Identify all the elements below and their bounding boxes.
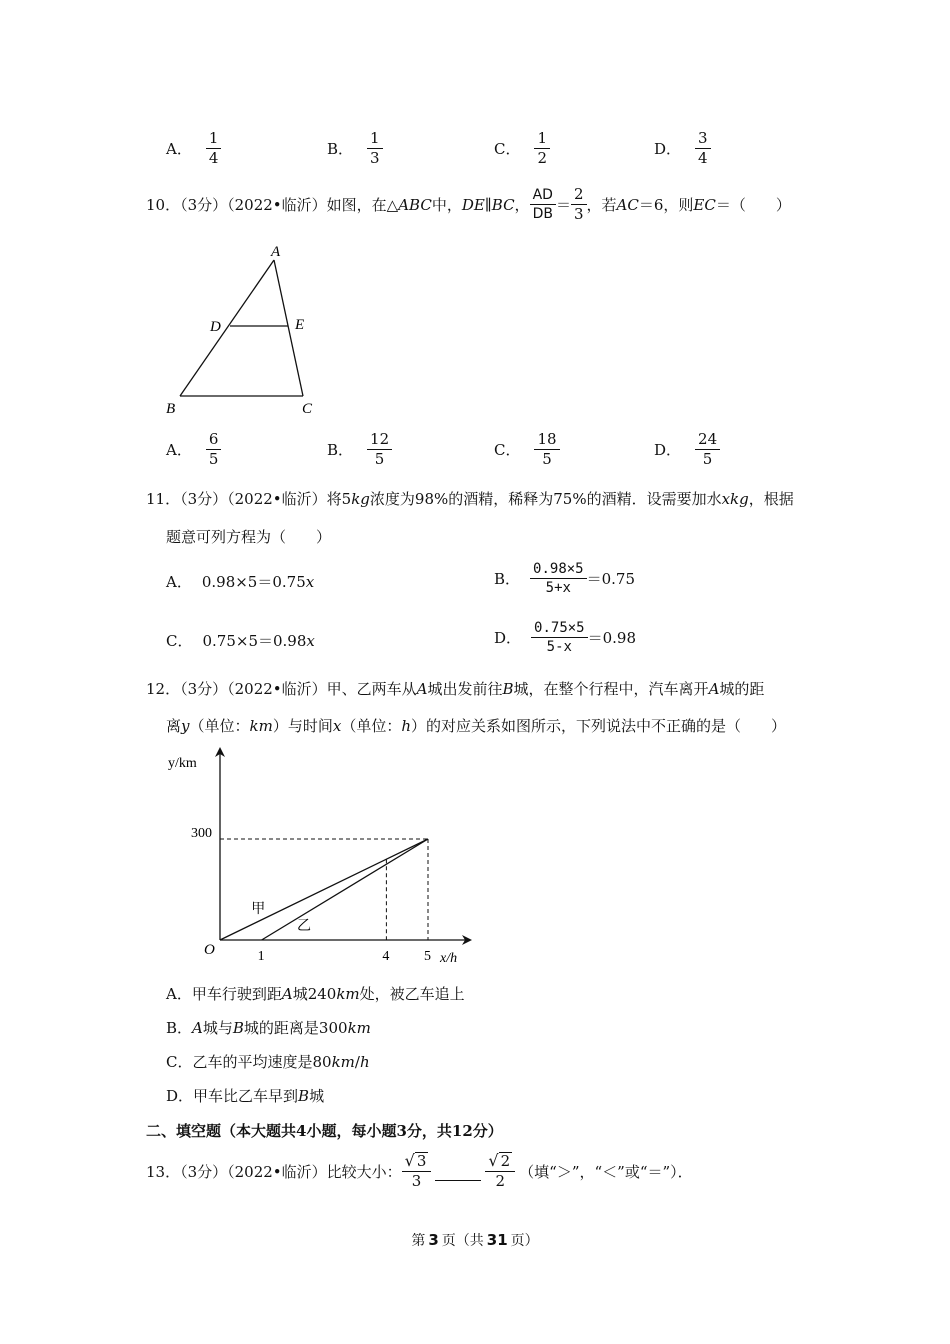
q11-stem-line1: 11．（3分）（2022•临沂）将5 kg 浓度为98%的酒精，稀释为75%的酒精．设需要加水 xkg ，根据 (146, 489, 794, 508)
q12-option-b: B． A 城与 B 城的距离是300 km (166, 1018, 371, 1037)
series-label-yi: 乙 (296, 919, 311, 934)
option-letter: C． (494, 441, 521, 460)
q9-option-a (166, 130, 221, 168)
x-tick-label-5: 5 (424, 949, 431, 964)
q11-stem-line2: 题意可列方程为（ ） (166, 528, 332, 546)
answer-blank[interactable] (435, 1162, 481, 1181)
q10-option-c (494, 431, 560, 469)
q10-option-b (327, 431, 392, 469)
fraction: $\frac{3}{4}$ (695, 130, 711, 168)
option-letter: B． (327, 140, 354, 159)
fraction: $\frac{1}{3}$ (367, 130, 383, 168)
q10-option-a (166, 431, 221, 469)
label-d: D (210, 319, 221, 335)
q12-stem-line1: 12．（3分）（2022•临沂）甲、乙两车从 A 城出发前往 B 城，在整个行程中，汽车离开 A 城的距 (146, 679, 765, 698)
q12-stem-line2: 离 y （单位： km ）与时间 x （单位： h ）的对应关系如图所示，下列说法中不正确的是（ ） (166, 716, 787, 735)
section-heading: 二、填空题（本大题共4小题，每小题3分，共12分） (146, 1122, 503, 1140)
x-tick-label-4: 4 (382, 949, 390, 964)
option-letter: D． (654, 441, 682, 460)
q9-option-b (327, 130, 383, 168)
q10-option-d (654, 431, 720, 469)
q11-option-d: D． $\frac{0.75\times 5}{5-x}$ ＝0.98 (494, 620, 637, 656)
page-footer: 第 3 页（共 31 页） (411, 1231, 539, 1249)
fraction-sqrt3-over-3: √ 3 3 (402, 1152, 432, 1191)
q11-option-c: C． 0.75×5＝0.98 x (166, 631, 315, 650)
series-label-jia: 甲 (251, 902, 266, 917)
fraction: $\frac{12}{5}$ (367, 431, 392, 469)
fraction: $\frac{18}{5}$ (534, 431, 559, 469)
option-letter: A． (166, 140, 192, 159)
x-axis-label: x/h (440, 951, 458, 966)
label-e: E (295, 317, 305, 333)
option-letter: A． (166, 441, 192, 460)
page-number: 3 (428, 1231, 439, 1249)
label-b: B (166, 401, 176, 417)
fraction: $\frac{0.75\times 5}{5-x}$ (531, 620, 588, 655)
option-letter: B． (327, 441, 354, 460)
fraction: $\frac{24}{5}$ (695, 431, 720, 469)
page-total: 31 (486, 1231, 508, 1249)
q11-option-a: A． 0.98×5＝0.75 x (166, 572, 315, 591)
q11-option-b: B． $\frac{0.98\times 5}{5+x}$ ＝0.75 (494, 561, 636, 597)
q12-option-c: C．乙车的平均速度是80 km / h (166, 1052, 370, 1071)
origin-label: O (204, 942, 215, 958)
option-letter: D． (654, 140, 682, 159)
option-letter: C． (494, 140, 521, 159)
fraction: $\frac{1}{4}$ (206, 130, 222, 168)
q12-option-d: D．甲车比乙车早到 B 城 (166, 1086, 325, 1105)
fraction-sqrt2-over-2: √ 2 2 (485, 1152, 515, 1191)
fraction: $\frac{0.98\times 5}{5+x}$ (530, 561, 587, 596)
series-line-yi (262, 839, 428, 940)
y-axis-label: y/km (168, 756, 197, 771)
q10-stem: 10．（3分）（2022•临沂）如图，在△ ABC 中， DE ∥ BC ， $\frac{AD}{DB}$ ＝ $\frac{2}{3}$ ，若 AC ＝6，则 EC ＝（ ） (146, 185, 791, 224)
label-c: C (302, 401, 313, 417)
ratio-ad-db: $\frac{AD}{DB}$ (530, 187, 556, 222)
triangle-figure (160, 238, 330, 420)
label-a: A (271, 244, 281, 260)
series-line-jia (220, 839, 428, 940)
q9-option-c (494, 130, 550, 168)
fraction: $\frac{6}{5}$ (206, 431, 222, 469)
q13-stem: 13．（3分）（2022•临沂）比较大小： √ 3 3 √ 2 2 （填“＞”，“＜”或“＝”）． (146, 1151, 693, 1191)
y-tick-label-300: 300 (191, 826, 212, 841)
x-tick-label-1: 1 (257, 949, 265, 964)
ratio-2-3: $\frac{2}{3}$ (571, 186, 587, 224)
side-ab (180, 260, 274, 396)
fraction: $\frac{1}{2}$ (534, 130, 550, 168)
q12-option-a: A．甲车行驶到距 A 城240 km 处，被乙车追上 (166, 984, 465, 1003)
distance-time-chart (160, 745, 480, 970)
q9-option-d (654, 130, 711, 168)
